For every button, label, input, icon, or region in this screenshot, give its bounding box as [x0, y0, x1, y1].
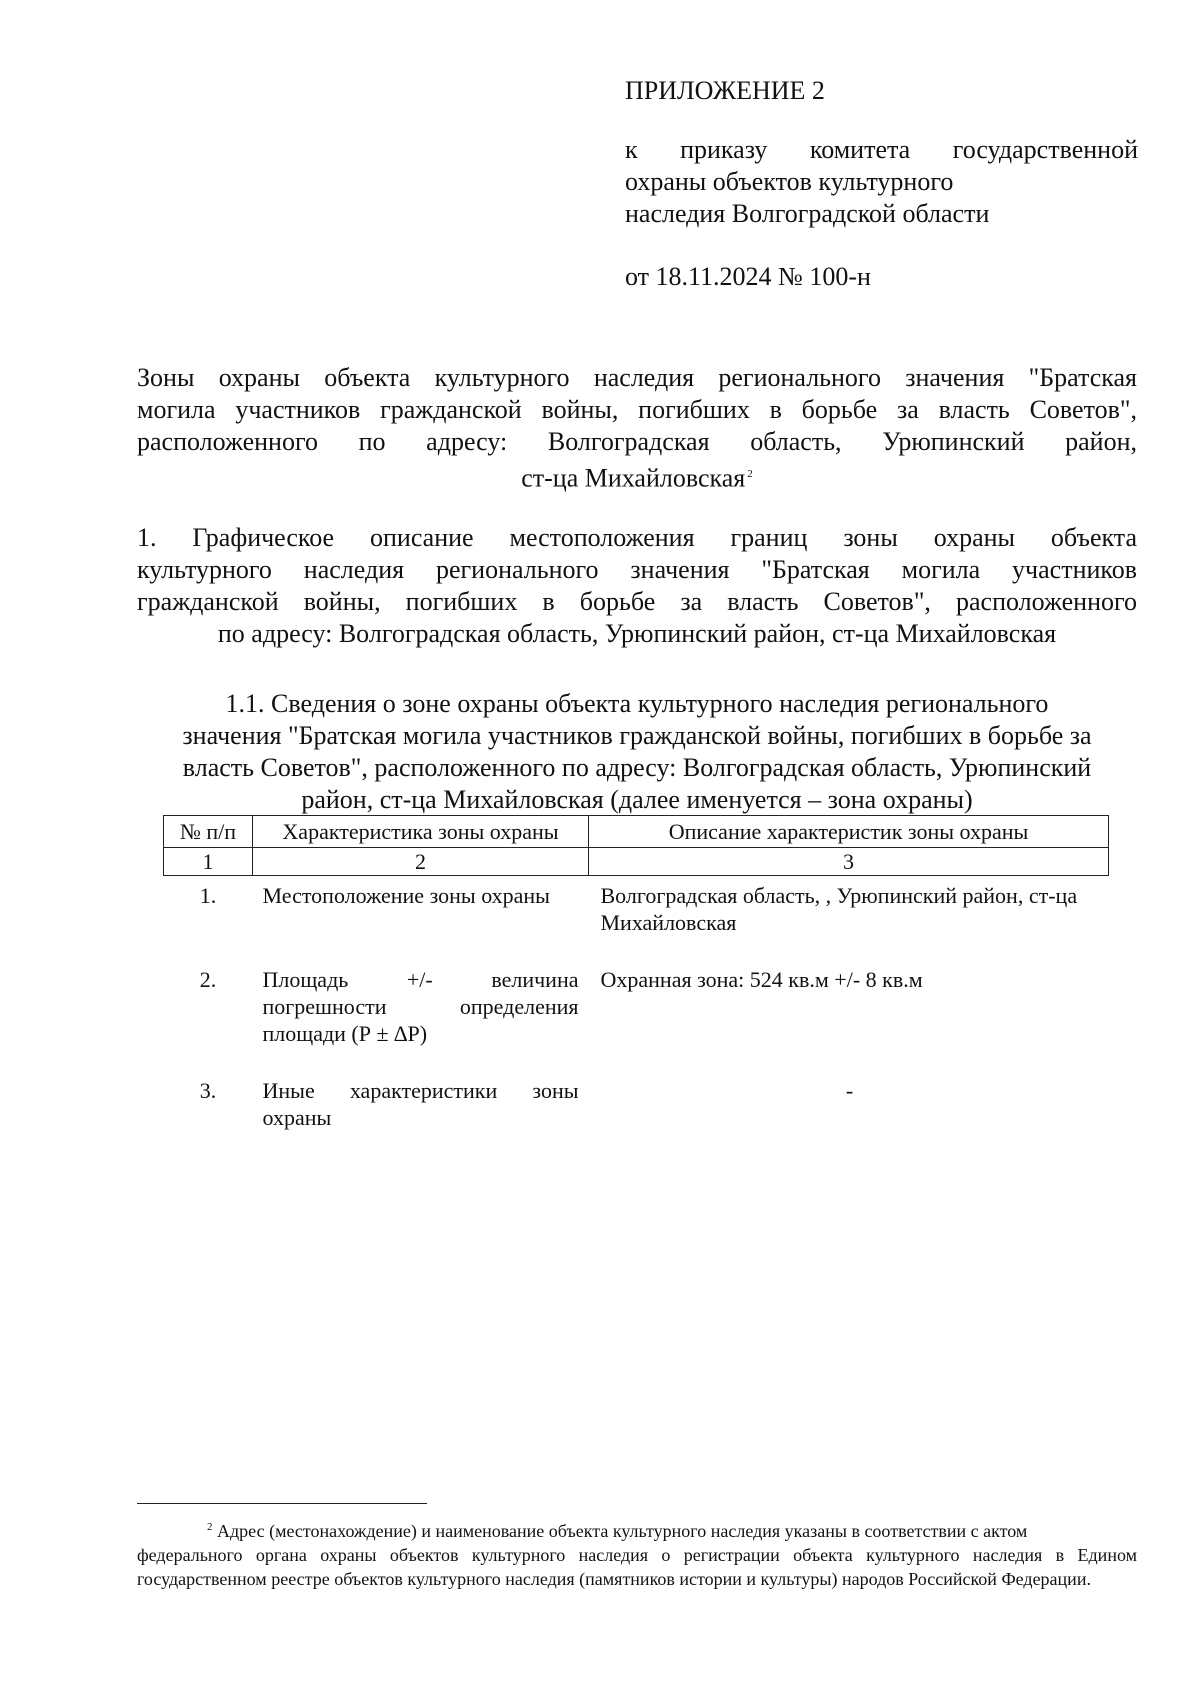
section-1-line-1: 1. Графическое описание местоположения границ зоны охраны объекта [137, 523, 1137, 552]
header-characteristic: Характеристика зоны охраны [253, 816, 589, 848]
column-number-3: 3 [589, 848, 1109, 876]
footnote-separator [137, 1503, 427, 1504]
column-number-1: 1 [164, 848, 253, 876]
header-description: Описание характеристик зоны охраны [589, 816, 1109, 848]
title-line-4 [137, 458, 1137, 495]
section-1-line-3: гражданской войны, погибших в борьбе за власть Советов", расположенного [137, 587, 1137, 616]
column-number-2: 2 [253, 848, 589, 876]
approval-line-3: наследия Волгоградской области [625, 199, 990, 228]
footnote-text-first: Адрес (местонахождение) и наименование объекта культурного наследия указаны в соответствии с актом [217, 1521, 1028, 1541]
subsection-1-1-heading [137, 688, 1137, 816]
subsection-line-3: власть Советов", расположенного по адресу: Волгоградская область, Урюпинский [182, 753, 1092, 782]
section-1-line-2: культурного наследия регионального значения "Братская могила участников [137, 555, 1137, 584]
approval-block [625, 134, 1138, 230]
row-characteristic: Иные характеристики зоны охраны [262, 1078, 579, 1130]
section-1-heading [137, 522, 1137, 650]
row-number: 1. [199, 883, 217, 908]
table-row [164, 876, 1109, 961]
table-row [164, 960, 1109, 1071]
title-line-2: могила участников гражданской войны, погибших в борьбе за власть Советов", [137, 395, 1137, 424]
appendix-title: ПРИЛОЖЕНИЕ 2 [625, 76, 825, 105]
header-number: № п/п [164, 816, 253, 848]
table-column-numbers-row [164, 848, 1109, 876]
order-date: от 18.11.2024 № 100-н [625, 262, 871, 291]
row-number: 3. [199, 1078, 217, 1103]
row-description: - [845, 1078, 854, 1103]
row-number: 2. [199, 967, 217, 992]
title-line-4-text: ст-ца Михайловская [521, 463, 746, 493]
row-description: Волгоградская область, , Урюпинский район, ст-ца Михайловская [600, 883, 1078, 935]
row-characteristic: Площадь +/- величина погрешности определения площади (Р ± ∆Р) [262, 967, 579, 1046]
footnote-reference: 2 [747, 468, 753, 480]
table-row [164, 1071, 1109, 1155]
approval-line-1: к приказу комитета государственной [625, 135, 1138, 164]
footnote [137, 1515, 1137, 1591]
title-line-1: Зоны охраны объекта культурного наследия регионального значения "Братская [137, 363, 1137, 392]
subsection-line-4: район, ст-ца Михайловская (далее именуется – зона охраны) [301, 785, 973, 814]
approval-line-2: охраны объектов культурного [625, 167, 954, 196]
subsection-line-2: значения "Братская могила участников гражданской войны, погибших в борьбе за [182, 721, 1092, 750]
row-characteristic: Местоположение зоны охраны [262, 883, 550, 908]
footnote-first-line [137, 1515, 1137, 1543]
section-1-line-4: по адресу: Волгоградская область, Урюпинский район, ст-ца Михайловская [217, 619, 1057, 648]
footnote-mark: 2 [207, 1521, 213, 1533]
subsection-line-1: 1.1. Сведения о зоне охраны объекта культурного наследия регионального [225, 689, 1049, 718]
row-description: Охранная зона: 524 кв.м +/- 8 кв.м [600, 967, 923, 992]
footnote-text-rest: федерального органа охраны объектов культурного наследия о регистрации объекта культурного наследия в Едином государственном реестре объектов культурного наследия (памятников истории и культуры) народов Российской Федерации. [137, 1545, 1137, 1589]
table-header-row [164, 816, 1109, 848]
zone-characteristics-table [163, 815, 1109, 1155]
document-title [137, 362, 1137, 495]
title-line-3: расположенного по адресу: Волгоградская область, Урюпинский район, [137, 427, 1137, 456]
